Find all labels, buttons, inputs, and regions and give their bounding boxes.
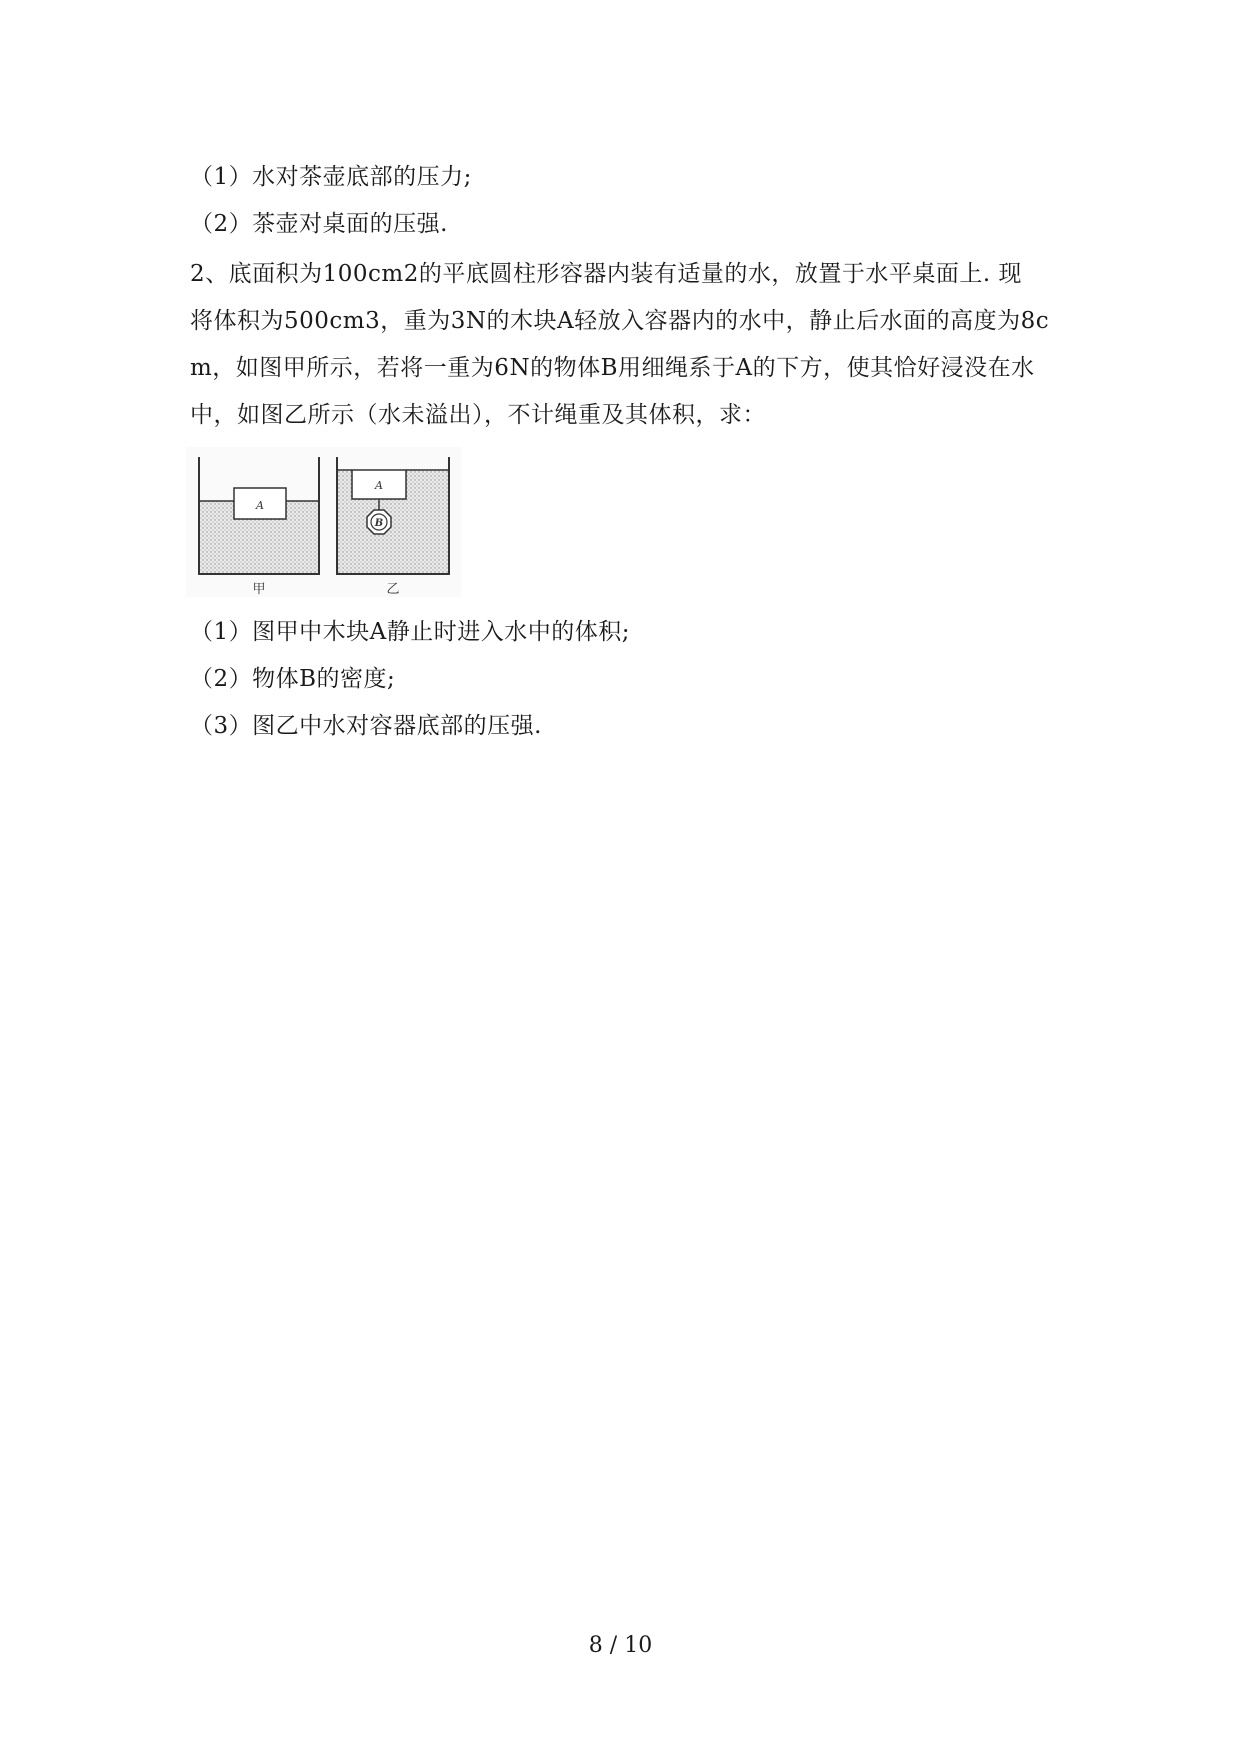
container-yi [337, 457, 449, 574]
previous-subquestion-2: （2）茶壶对桌面的压强. [190, 211, 448, 237]
problem-2-line-1: 2、底面积为100cm2的平底圆柱形容器内装有适量的水，放置于水平桌面上. 现 [190, 261, 1022, 287]
previous-subquestion-1: （1）水对茶壶底部的压力; [190, 164, 472, 190]
problem-2-line-4: 中，如图乙所示（水未溢出），不计绳重及其体积，求： [190, 402, 766, 428]
subquestion-1: （1）图甲中木块A静止时进入水中的体积; [190, 619, 630, 645]
container-diagram [186, 447, 461, 597]
block-a-yi-label: A [375, 479, 383, 492]
object-b-label: B [374, 518, 384, 529]
block-a-jia-label: A [256, 499, 264, 512]
page-number: 8 / 10 [588, 1633, 653, 1658]
caption-yi: 乙 [386, 582, 400, 597]
problem-2-line-3: m，如图甲所示，若将一重为6N的物体B用细绳系于A的下方，使其恰好浸没在水 [190, 355, 1035, 381]
caption-jia: 甲 [252, 582, 266, 597]
subquestion-2: （2）物体B的密度; [190, 666, 396, 692]
subquestion-3: （3）图乙中水对容器底部的压强. [190, 713, 542, 739]
problem-2-statement [190, 251, 1050, 439]
problem-2-line-2: 将体积为500cm3，重为3N的木块A轻放入容器内的水中，静止后水面的高度为8c [190, 308, 1050, 334]
